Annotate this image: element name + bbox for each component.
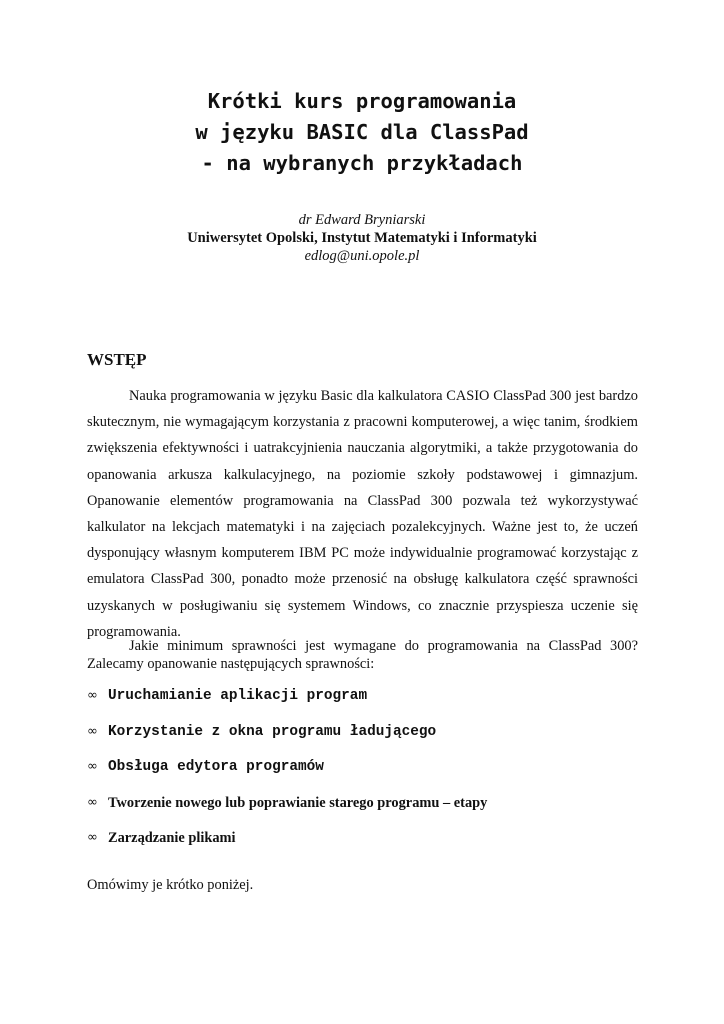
list-item (87, 686, 638, 722)
author-email: edlog@uni.opole.pl (304, 248, 420, 264)
list-item-text: Obsługa edytora programów (108, 759, 324, 775)
list-item (87, 793, 638, 829)
section-heading: WSTĘP (87, 350, 147, 369)
document-title (0, 86, 724, 179)
list-item (87, 722, 638, 758)
infinity-bullet-icon: ∞ (87, 759, 98, 774)
list-item-text: Zarządzanie plikami (108, 830, 236, 846)
title-line-1: Krótki kurs programowania (207, 89, 517, 113)
question-paragraph-block (87, 637, 638, 673)
infinity-bullet-icon: ∞ (87, 830, 98, 845)
infinity-bullet-icon: ∞ (87, 688, 98, 703)
author-affiliation: Uniwersytet Opolski, Instytut Matematyki i Informatyki (187, 230, 537, 246)
list-item-text: Uruchamianie aplikacji program (108, 688, 368, 704)
closing-sentence: Omówimy je krótko poniżej. (87, 877, 254, 893)
list-item (87, 757, 638, 793)
author-block (0, 211, 724, 265)
intro-paragraph-block (87, 383, 638, 645)
title-line-2: w języku BASIC dla ClassPad (195, 120, 529, 144)
author-name: dr Edward Bryniarski (298, 212, 426, 228)
skills-list (87, 686, 638, 864)
list-item (87, 828, 638, 864)
infinity-bullet-icon: ∞ (87, 794, 98, 810)
title-line-3: - na wybranych przykładach (201, 151, 523, 175)
question-paragraph: Jakie minimum sprawności jest wymagane do programowania na ClassPad 300? Zalecamy opanowanie następujących sprawności: (87, 638, 638, 672)
intro-paragraph: Nauka programowania w języku Basic dla kalkulatora CASIO ClassPad 300 jest bardzo skutecznym, nie wymagającym korzystania z pracowni komputerowej, a więc tanim, środkiem zwiększenia efektywności i uatrakcyjnienia nauczania algorytmiki, a także przygotowania do opanowania arkusza kalkulacyjnego, na poziomie szkoły podstawowej i gimnazjum. Opanowanie elementów programowania na ClassPad 300 pozwala też wykorzystywać kalkulator na lekcjach matematyki i na zajęciach pozalekcyjnych. Ważne jest to, że uczeń dysponujący własnym komputerem IBM PC może indywidualnie programować korzystając z emulatora ClassPad 300, ponadto może przenosić na obsługę kalkulatora część sprawności uzyskanych w posługiwaniu się systemem Windows, co znacznie przyspiesza uczenie się programowania. (87, 388, 638, 640)
list-item-text: Korzystanie z okna programu ładującego (108, 723, 437, 740)
infinity-bullet-icon: ∞ (87, 723, 98, 739)
list-item-text: Tworzenie nowego lub poprawianie starego programu – etapy (108, 794, 488, 811)
